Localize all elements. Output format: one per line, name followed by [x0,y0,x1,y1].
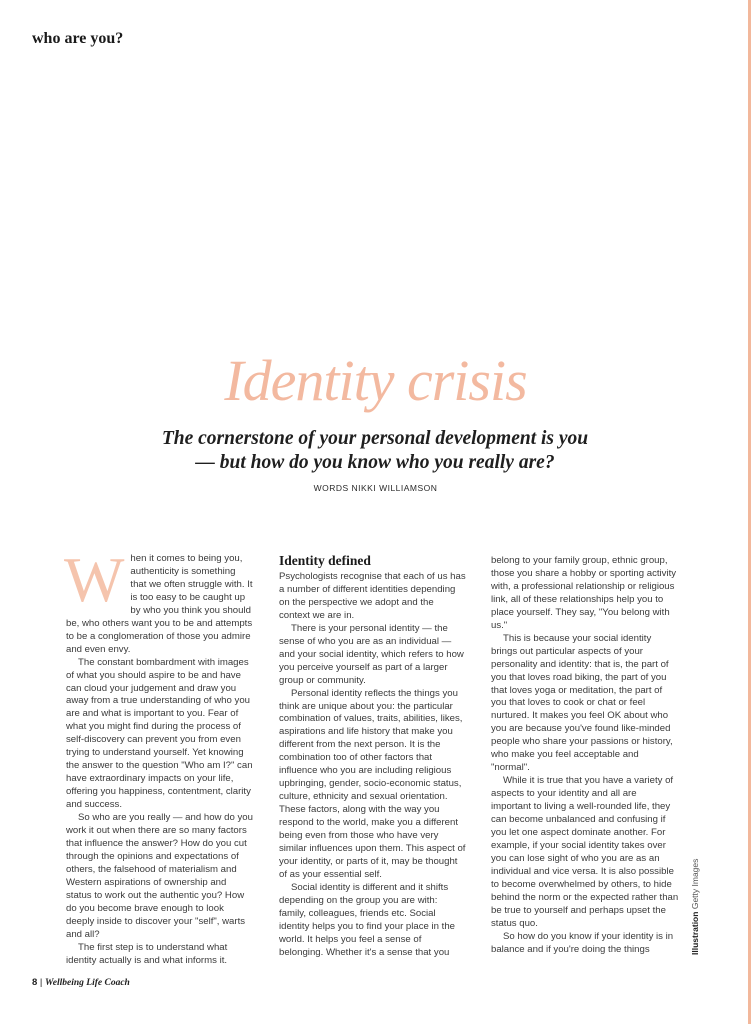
paragraph: This is because your social identity brings out particular aspects of your personality and identity: that is, the part of you that loves road biking, the part of you that loves yoga or meditation, the part of you that loves to cook or chat or feel nurtured. It makes you feel OK about who you are because you've found like-minded people who share your passions or history, who make you feel acceptable and "normal". [491,632,673,774]
standfirst-line-1: The cornerstone of your personal development is you [161,428,589,449]
paragraph: The constant bombardment with images of what you should aspire to be and have can cloud your judgement and draw you away from a true understanding of who you are and what is important to you. Fear of what you might find during the process of self-discovery can prevent you from even trying to understand yourself. Yet knowing the answer to the question "Who am I?" can have extraordinary impacts on your life, offering you happiness, contentment, clarity and success. [66,656,253,811]
subheading: Identity defined [279,553,371,568]
folio-separator: | [37,977,46,988]
magazine-name: Wellbeing Life Coach [45,978,130,988]
credit-source: Getty Images [690,858,700,910]
section-label: who are you? [32,30,124,47]
paragraph: While it is true that you have a variety of aspects to your identity and all are important to living a well-rounded life, they can become unbalanced and confusing if you let one aspect dominate another. For example, if your social identity takes over you can lose sight of who you are as an individual and vice versa. It is also possible to become overwhelmed by others, to hide behind the norm or the expected rather than be true to yourself and perhaps upset the status quo. [491,775,679,929]
paragraph: belong to your family group, ethnic group, those you share a hobby or sporting activity with, a professional relationship or religious link, all of these relationships help you to place yourself. They say, "You belong with us." [491,555,677,631]
paragraph: Personal identity reflects the things you think are unique about you: the particular combination of values, traits, abilities, likes, aspirations and life history that make you different from the next person. It is the combination too of other factors that influence who you are including religious upbringing, gender, socio-economic status, culture, ethnicity and sexual orientation. These factors, along with the way you respond to the world, make you a different being even from those who have very similar influences upon them. This aspect of your identity, or parts of it, may be thought of as your essential self. [279,687,466,880]
standfirst-line-2: — but how do you know who you really are? [195,452,555,473]
paragraph: So how do you know if your identity is in balance and if you're doing the things [491,930,674,955]
paragraph: There is your personal identity — the sense of who you are as an individual — and your social identity, which refers to how you perceive yourself as part of a larger group or community. [279,622,464,686]
body-column-2 [279,553,467,960]
standfirst [140,427,610,475]
page-footer [32,977,130,988]
paragraph: When it comes to being you, authenticity is something that we often struggle with. It is too easy to be caught up by who you think you should be, who others want you to be and attempts to be a conglomeration of those you admire and even envy. [64,544,253,655]
paragraph: So who are you really — and how do you work it out when there are so many factors that influence the answer? How do you cut through the opinions and expectations of others, the falsehood of materialism and Western aspirations of ownership and status to work out the authentic you? How do you become brave enough to look deeply inside to discover your "self", warts and all? [66,812,253,940]
body-column-1 [64,544,254,968]
drop-cap: W [64,544,125,615]
paragraph: Psychologists recognise that each of us has a number of different identities depending on the perspective we adopt and the context we are in. [279,571,466,621]
credit-label: Illustration [690,911,700,955]
paragraph: Social identity is different and it shifts depending on the group you are with: family, colleagues, friends etc. Social identity helps you to find your place in the world. It helps you feel a sense of belonging. Whether it's a sense that you [279,881,455,958]
body-column-3 [491,555,679,957]
byline: WORDS NIKKI WILLIAMSON [313,483,438,493]
page-number: 8 [32,977,38,988]
paragraph: The first step is to understand what identity actually is and what informs it. [66,941,228,966]
article-title: Identity crisis [224,348,527,413]
image-credit [690,859,700,955]
